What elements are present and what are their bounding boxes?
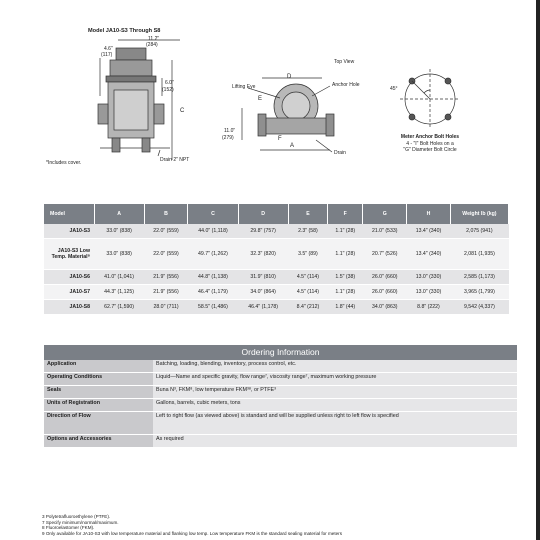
table-cell: 46.4" (1,178) xyxy=(238,300,288,315)
footnote-line: 7 Specify minimum/normal/maximum. xyxy=(42,519,119,525)
col-header-c: C xyxy=(188,204,238,224)
col-header-b: B xyxy=(144,204,188,224)
table-cell: 9,542 (4,337) xyxy=(450,300,508,315)
page-edge-bar xyxy=(536,0,540,540)
col-header-weight: Weight lb (kg) xyxy=(450,204,508,224)
table-cell: 1.1" (28) xyxy=(328,224,363,239)
table-cell: 3.5" (89) xyxy=(288,239,327,270)
dim-left-mm: (117) xyxy=(101,52,113,58)
table-row xyxy=(44,373,517,386)
table-cell: 34.0" (863) xyxy=(363,300,407,315)
table-cell: 4.5" (114) xyxy=(288,270,327,285)
table-cell: 13.4" (340) xyxy=(407,239,451,270)
table-cell: 49.7" (1,262) xyxy=(188,239,238,270)
mid-drain-label: Drain xyxy=(334,150,346,156)
left-drain: Drain 2" NPT xyxy=(160,157,190,163)
letter-c: C xyxy=(180,108,185,114)
table-cell: 13.0" (330) xyxy=(407,285,451,300)
table-cell: 31.9" (810) xyxy=(238,270,288,285)
table-cell: JA10-S3 Low Temp. Material⁸ xyxy=(44,239,94,270)
ordering-key: Seals xyxy=(44,386,153,399)
col-header-model: Model xyxy=(44,204,94,224)
table-cell: 1.1" (28) xyxy=(328,239,363,270)
top-view-label: Top View xyxy=(334,59,355,65)
ordering-value: Liquid—Name and specific gravity, flow range⁷, viscosity range⁷, maximum working pressure xyxy=(153,373,517,386)
ordering-info-title: Ordering Information xyxy=(44,345,517,360)
table-cell: 2,075 (941) xyxy=(450,224,508,239)
dim-top: 11.2" xyxy=(148,36,160,42)
ordering-key: Direction of Flow xyxy=(44,412,153,435)
col-header-h: H xyxy=(407,204,451,224)
table-cell: 13.4" (340) xyxy=(407,224,451,239)
table-cell: 22.0" (559) xyxy=(144,239,188,270)
table-row xyxy=(44,270,509,285)
ordering-key: Application xyxy=(44,360,153,373)
table-row xyxy=(44,239,509,270)
dimensions-header-row xyxy=(44,204,509,224)
bolt-holes-line2: "G" Diameter Bolt Circle xyxy=(403,147,457,153)
col-header-d: D xyxy=(238,204,288,224)
table-cell: 2,081 (1,935) xyxy=(450,239,508,270)
table-cell: 32.3" (820) xyxy=(238,239,288,270)
table-cell: JA10-S6 xyxy=(44,270,94,285)
table-cell: 26.0" (660) xyxy=(363,285,407,300)
col-header-e: E xyxy=(288,204,327,224)
table-cell: 4.5" (114) xyxy=(288,285,327,300)
left-diagram-title: Model JA10-S3 Through S8 xyxy=(88,28,161,34)
lifting-eye-label: Lifting Eye xyxy=(232,84,256,90)
table-cell: 58.5" (1,486) xyxy=(188,300,238,315)
letter-a: A xyxy=(290,143,295,149)
table-row xyxy=(44,300,509,315)
ordering-key: Units of Registration xyxy=(44,399,153,412)
table-cell: 3,965 (1,799) xyxy=(450,285,508,300)
dim-right: 6.0" xyxy=(165,80,174,86)
dim-left: 4.6" xyxy=(104,46,113,52)
bolt-holes-line1: 4 - "I" Bolt Holes on a xyxy=(406,141,454,147)
table-cell: 1.8" (44) xyxy=(328,300,363,315)
table-cell: 41.0" (1,041) xyxy=(94,270,144,285)
table-cell: JA10-S3 xyxy=(44,224,94,239)
table-row xyxy=(44,386,517,399)
footnote-line: 9 Only available for JA10-S3 with low temperature material and flanking low temp. Low temperature FKM is the standard sealing material for meters xyxy=(42,530,343,536)
table-cell: 28.0" (711) xyxy=(144,300,188,315)
table-cell: 34.0" (864) xyxy=(238,285,288,300)
table-row xyxy=(44,399,517,412)
ordering-value: Batching, loading, blending, inventory, process control, etc. xyxy=(153,360,517,373)
table-cell: 21.9" (556) xyxy=(144,270,188,285)
table-cell: 21.9" (556) xyxy=(144,285,188,300)
table-row xyxy=(44,435,517,448)
ordering-info-table xyxy=(44,345,517,448)
table-cell: 44.3" (1,125) xyxy=(94,285,144,300)
footnote-line: 3 Polytetrafluoroethylene (PTFE). xyxy=(42,514,111,519)
table-row xyxy=(44,224,509,239)
table-cell: 33.0" (838) xyxy=(94,224,144,239)
footnotes xyxy=(42,514,342,536)
left-footnote: *Includes cover. xyxy=(46,160,82,166)
mid-dim-mm: (279) xyxy=(222,135,234,141)
table-cell: 44.0" (1,118) xyxy=(188,224,238,239)
letter-e: E xyxy=(258,96,263,102)
footnote-line: 8 Fluoroelastomer (FKM). xyxy=(42,525,95,531)
bolt-circle-drawing xyxy=(0,0,540,200)
table-cell: 13.0" (330) xyxy=(407,270,451,285)
col-header-g: G xyxy=(363,204,407,224)
letter-f: F xyxy=(278,136,282,142)
bolt-holes-title: Meter Anchor Bolt Holes xyxy=(400,134,460,140)
table-cell: 46.4" (1,179) xyxy=(188,285,238,300)
letter-d: D xyxy=(287,74,292,80)
table-cell: 29.8" (757) xyxy=(238,224,288,239)
ordering-value: Left to right flow (as viewed above) is standard and will be supplied unless right to left flow is specified xyxy=(153,412,517,435)
table-cell: JA10-S8 xyxy=(44,300,94,315)
col-header-f: F xyxy=(328,204,363,224)
ordering-value: As required xyxy=(153,435,517,448)
ordering-key: Options and Accessories xyxy=(44,435,153,448)
table-row xyxy=(44,360,517,373)
table-cell: 2.3" (58) xyxy=(288,224,327,239)
table-cell: 44.8" (1,138) xyxy=(188,270,238,285)
dim-right-mm: (152) xyxy=(162,87,174,93)
table-cell: 8.8" (222) xyxy=(407,300,451,315)
table-cell: 1.5" (38) xyxy=(328,270,363,285)
table-cell: 26.0" (660) xyxy=(363,270,407,285)
table-cell: 20.7" (526) xyxy=(363,239,407,270)
angle-label: 45° xyxy=(390,86,398,92)
anchor-hole-label: Anchor Hole xyxy=(332,82,360,88)
table-cell: 33.0" (838) xyxy=(94,239,144,270)
mid-dim: 11.0" xyxy=(224,128,236,134)
table-cell: 22.0" (559) xyxy=(144,224,188,239)
ordering-key: Operating Conditions xyxy=(44,373,153,386)
col-header-a: A xyxy=(94,204,144,224)
table-cell: 62.7" (1,590) xyxy=(94,300,144,315)
table-cell: 1.1" (28) xyxy=(328,285,363,300)
table-cell: 21.0" (533) xyxy=(363,224,407,239)
table-row xyxy=(44,285,509,300)
dim-top-mm: (284) xyxy=(146,42,158,48)
ordering-value: Gallons, barrels, cubic meters, tons xyxy=(153,399,517,412)
dimensions-table xyxy=(44,204,509,315)
ordering-value: Buna N³, FKM⁸, low temperature FKM³⁸, or PTFE³ xyxy=(153,386,517,399)
table-cell: JA10-S7 xyxy=(44,285,94,300)
table-cell: 8.4" (212) xyxy=(288,300,327,315)
table-row xyxy=(44,412,517,435)
table-cell: 2,585 (1,173) xyxy=(450,270,508,285)
